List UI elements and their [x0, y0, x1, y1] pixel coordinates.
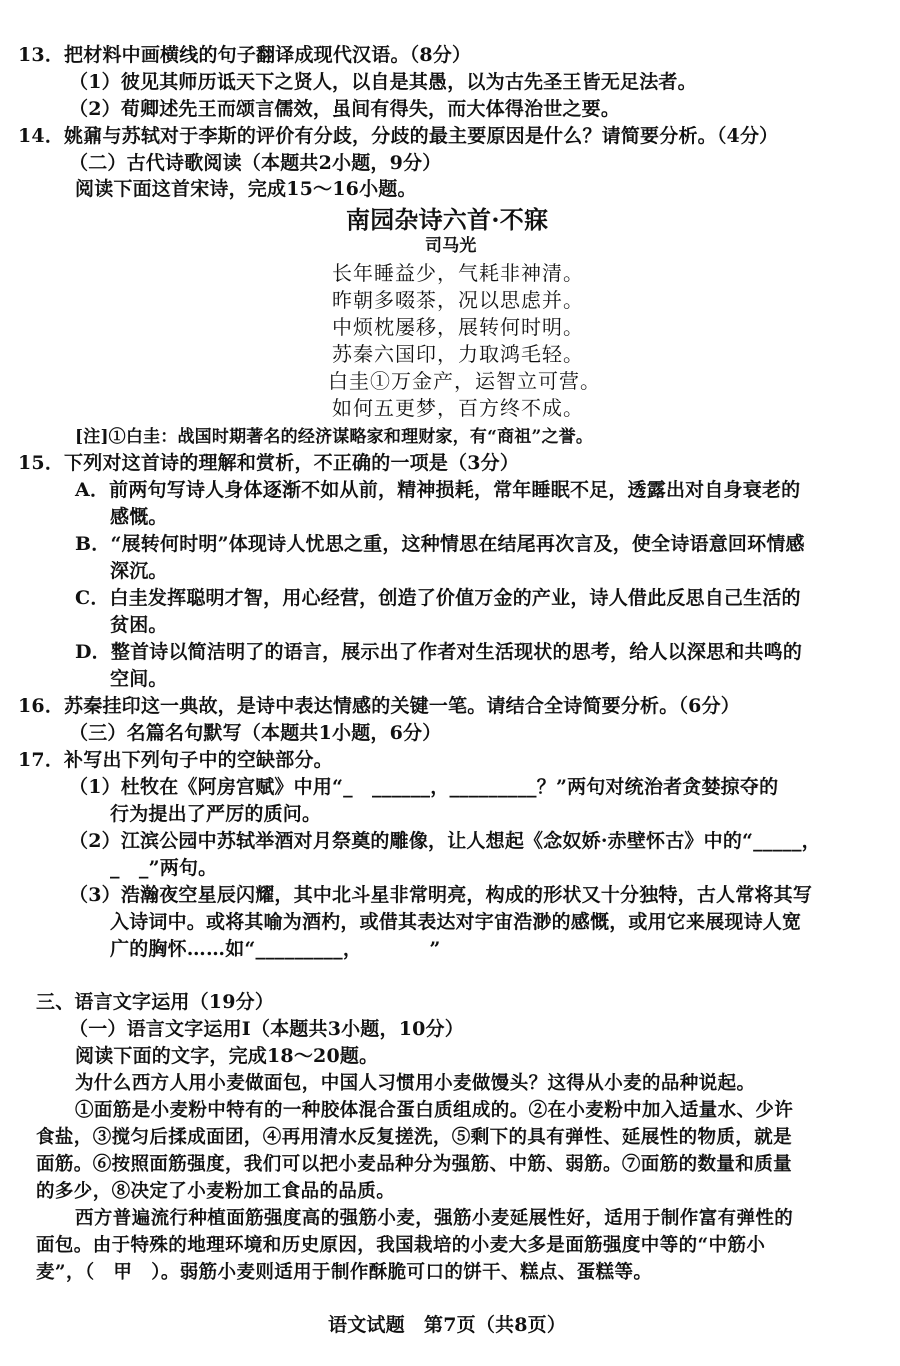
poem-title: 南园杂诗六首·不寐	[346, 205, 549, 234]
reading-paragraph-2-line-2: 面包。由于特殊的地理环境和历史原因，我国栽培的小麦大多是面筋强度中等的“中筋小	[36, 1235, 766, 1256]
question-13-sentence-1: （1）彼见其师历诋天下之贤人，以自是其愚，以为古先圣王皆无足法者。	[69, 71, 697, 93]
section-3-subheading: （一）语言文字运用Ⅰ（本题共3小题，10分）	[69, 1018, 464, 1040]
poem-line-4: 苏秦六国印，力取鸿毛轻。	[332, 342, 584, 366]
question-17-part-1-line-2: 行为提出了严厉的质问。	[110, 803, 322, 825]
question-17-part-1-line-1: （1）杜牧在《阿房宫赋》中用“_ ______，_________？”两句对统治者贪婪掠夺的	[69, 776, 779, 798]
question-17-title: 17．补写出下列句子中的空缺部分。	[18, 749, 333, 771]
question-13-title: 13．把材料中画横线的句子翻译成现代汉语。（8分）	[18, 44, 472, 66]
question-13-sentence-2: （2）荀卿述先王而颂言儒效，虽间有得失，而大体得治世之要。	[69, 98, 621, 120]
poetry-section-heading: （二）古代诗歌阅读（本题共2小题，9分）	[69, 152, 442, 174]
poem-line-3: 中烦枕屡移，展转何时明。	[332, 315, 584, 339]
question-15-option-d-line-2: 空间。	[110, 668, 168, 690]
question-15-option-b-line-1: B．“展转何时明”体现诗人忧思之重，这种情思在结尾再次言及，使全诗语意回环情感	[75, 533, 805, 555]
reading-paragraph-1-line-3: 面筋。⑥按照面筋强度，我们可以把小麦品种分为强筋、中筋、弱筋。⑦面筋的数量和质量	[36, 1154, 793, 1175]
question-15-option-c-line-1: C．白圭发挥聪明才智，用心经营，创造了价值万金的产业，诗人借此反思自己生活的	[75, 587, 801, 609]
reading-paragraph-2-line-3: 麦”，（ 甲 ）。弱筋小麦则适用于制作酥脆可口的饼干、糕点、蛋糕等。	[36, 1262, 653, 1283]
page-footer: 语文试题 第7页（共8页）	[328, 1314, 567, 1336]
poem-note: [注]①白圭：战国时期著名的经济谋略家和理财家，有“商祖”之誉。	[75, 427, 594, 447]
poem-author: 司马光	[425, 236, 477, 256]
reading-paragraph-2-line-1: 西方普遍流行种植面筋强度高的强筋小麦，强筋小麦延展性好，适用于制作富有弹性的	[75, 1208, 794, 1229]
question-15-option-a-line-1: A．前两句写诗人身体逐渐不如从前，精神损耗，常年睡眠不足，透露出对自身衰老的	[75, 479, 801, 501]
question-17-part-3-line-3: 广的胸怀……如“_________， ”	[110, 938, 441, 960]
question-17-part-3-line-1: （3）浩瀚夜空星辰闪耀，其中北斗星非常明亮，构成的形状又十分独特，古人常将其写	[69, 884, 813, 906]
poem-line-2: 昨朝多啜茶，况以思虑并。	[332, 288, 584, 312]
question-15-option-a-line-2: 感慨。	[110, 506, 168, 528]
poetry-instruction: 阅读下面这首宋诗，完成15～16小题。	[75, 178, 417, 200]
question-17-part-2-line-2: _ _”两句。	[110, 857, 218, 879]
reading-paragraph-intro: 为什么西方人用小麦做面包，中国人习惯用小麦做馒头？这得从小麦的品种说起。	[75, 1073, 756, 1094]
question-17-part-3-line-2: 入诗词中。或将其喻为酒杓，或借其表达对宇宙浩渺的感慨，或用它来展现诗人宽	[110, 911, 802, 933]
reading-instruction: 阅读下面的文字，完成18～20题。	[75, 1045, 379, 1067]
poem-line-6: 如何五更梦，百方终不成。	[332, 396, 584, 420]
question-15-title: 15．下列对这首诗的理解和赏析，不正确的一项是（3分）	[18, 452, 520, 474]
reading-paragraph-1-line-4: 的多少，⑧决定了小麦粉加工食品的品质。	[36, 1181, 396, 1202]
question-15-option-c-line-2: 贫困。	[110, 614, 168, 636]
poem-line-5: 白圭①万金产，运智立可营。	[328, 369, 601, 393]
question-16-title: 16．苏秦挂印这一典故，是诗中表达情感的关键一笔。请结合全诗简要分析。（6分）	[18, 695, 740, 717]
section-3-heading: 三、语言文字运用（19分）	[36, 991, 275, 1013]
poem-line-1: 长年睡益少，气耗非神清。	[332, 261, 584, 285]
reading-paragraph-1-line-1: ①面筋是小麦粉中特有的一种胶体混合蛋白质组成的。②在小麦粉中加入适量水、少许	[75, 1100, 794, 1121]
question-15-option-b-line-2: 深沉。	[110, 560, 168, 582]
question-15-option-d-line-1: D．整首诗以简洁明了的语言，展示出了作者对生活现状的思考，给人以深思和共鸣的	[75, 641, 803, 663]
famous-lines-heading: （三）名篇名句默写（本题共1小题，6分）	[69, 722, 442, 744]
question-14-title: 14．姚鼐与苏轼对于李斯的评价有分歧，分歧的最主要原因是什么？请简要分析。（4分）	[18, 125, 779, 147]
question-17-part-2-line-1: （2）江滨公园中苏轼举酒对月祭奠的雕像，让人想起《念奴娇·赤壁怀古》中的“_____，	[69, 830, 821, 852]
reading-paragraph-1-line-2: 食盐，③搅匀后揉成面团，④再用清水反复搓洗，⑤剩下的具有弹性、延展性的物质，就是	[36, 1127, 793, 1148]
